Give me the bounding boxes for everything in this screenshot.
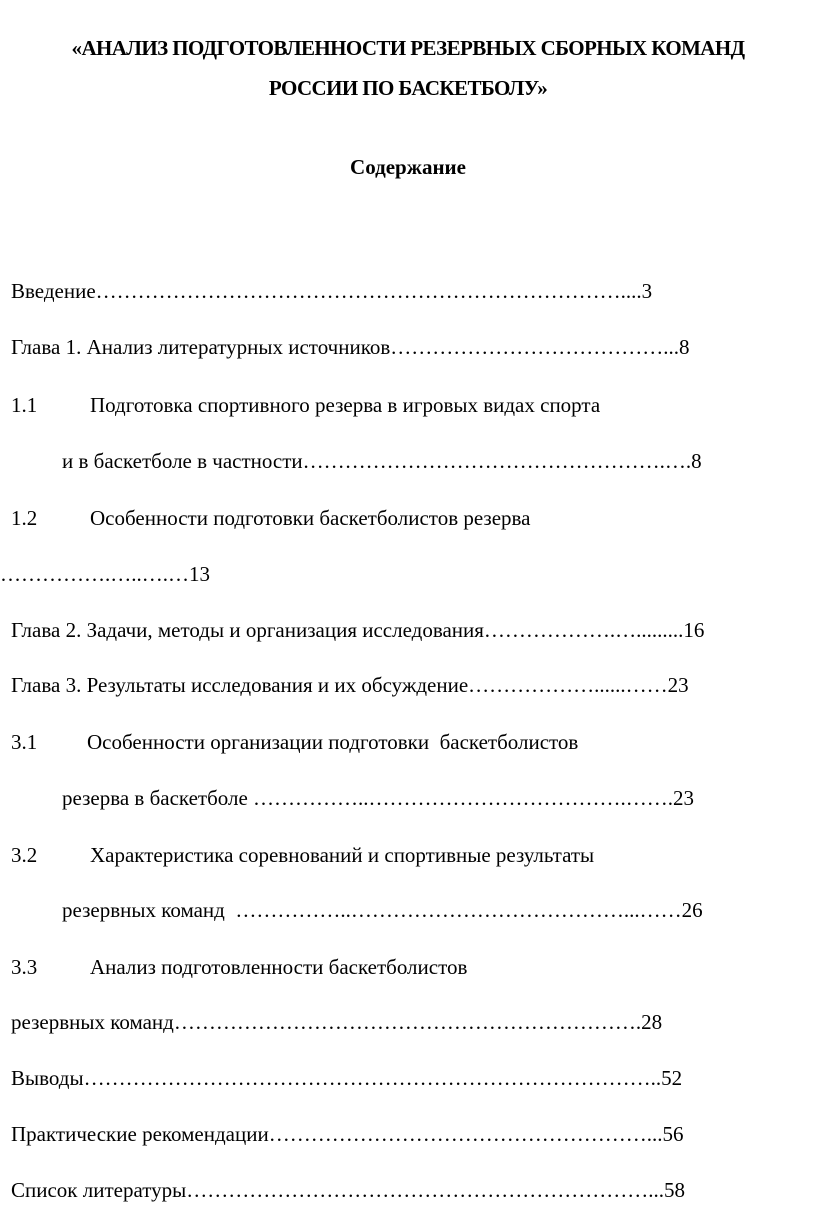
toc-entry-3-1-title: Особенности организации подготовки баскетболистов xyxy=(87,730,579,754)
toc-entry-1-2-continuation: …………….…..….…13 xyxy=(0,562,210,586)
toc-entry-chapter-1: Глава 1. Анализ литературных источников…………………………………...8 xyxy=(11,335,690,359)
toc-entry-recommendations: Практические рекомендации………………………………………………...56 xyxy=(11,1122,684,1146)
toc-entry-3-1-continuation: резерва в баскетболе ……………..……………………………….…….23 xyxy=(62,786,695,810)
toc-entry-1-1-title: Подготовка спортивного резерва в игровых видах спорта xyxy=(90,393,601,417)
contents-heading: Содержание xyxy=(350,155,466,179)
toc-entry-1-2-title: Особенности подготовки баскетболистов резерва xyxy=(90,506,531,530)
toc-entry-references: Список литературы…………………………………………………………...58 xyxy=(11,1178,686,1202)
toc-entry-introduction: Введение…………………………………………………………………....3 xyxy=(11,279,653,303)
document-title-line-1: «АНАЛИЗ ПОДГОТОВЛЕННОСТИ РЕЗЕРВНЫХ СБОРНЫХ КОМАНД xyxy=(71,36,745,60)
toc-number-1-1: 1.1 xyxy=(11,393,38,417)
toc-entry-conclusions: Выводы………………………………………………………………………..52 xyxy=(11,1066,683,1090)
toc-number-3-2: 3.2 xyxy=(11,843,38,867)
toc-entry-1-1-continuation: и в баскетболе в частности…………………………………………….….8 xyxy=(62,449,702,473)
toc-entry-3-3-continuation: резервных команд………………………………………………………….28 xyxy=(11,1010,663,1034)
toc-entry-chapter-3: Глава 3. Результаты исследования и их обсуждение………………......……23 xyxy=(11,673,689,697)
toc-entry-3-2-title: Характеристика соревнований и спортивные результаты xyxy=(90,843,595,867)
document-title-line-2: РОССИИ ПО БАСКЕТБОЛУ» xyxy=(268,76,548,100)
toc-number-3-3: 3.3 xyxy=(11,955,38,979)
toc-entry-3-2-continuation: резервных команд ……………..…………………………………...……26 xyxy=(62,898,703,922)
toc-number-3-1: 3.1 xyxy=(11,730,38,754)
toc-entry-3-3-title: Анализ подготовленности баскетболистов xyxy=(90,955,468,979)
toc-number-1-2: 1.2 xyxy=(11,506,38,530)
toc-entry-chapter-2: Глава 2. Задачи, методы и организация исследования……………….….........16 xyxy=(11,618,705,642)
